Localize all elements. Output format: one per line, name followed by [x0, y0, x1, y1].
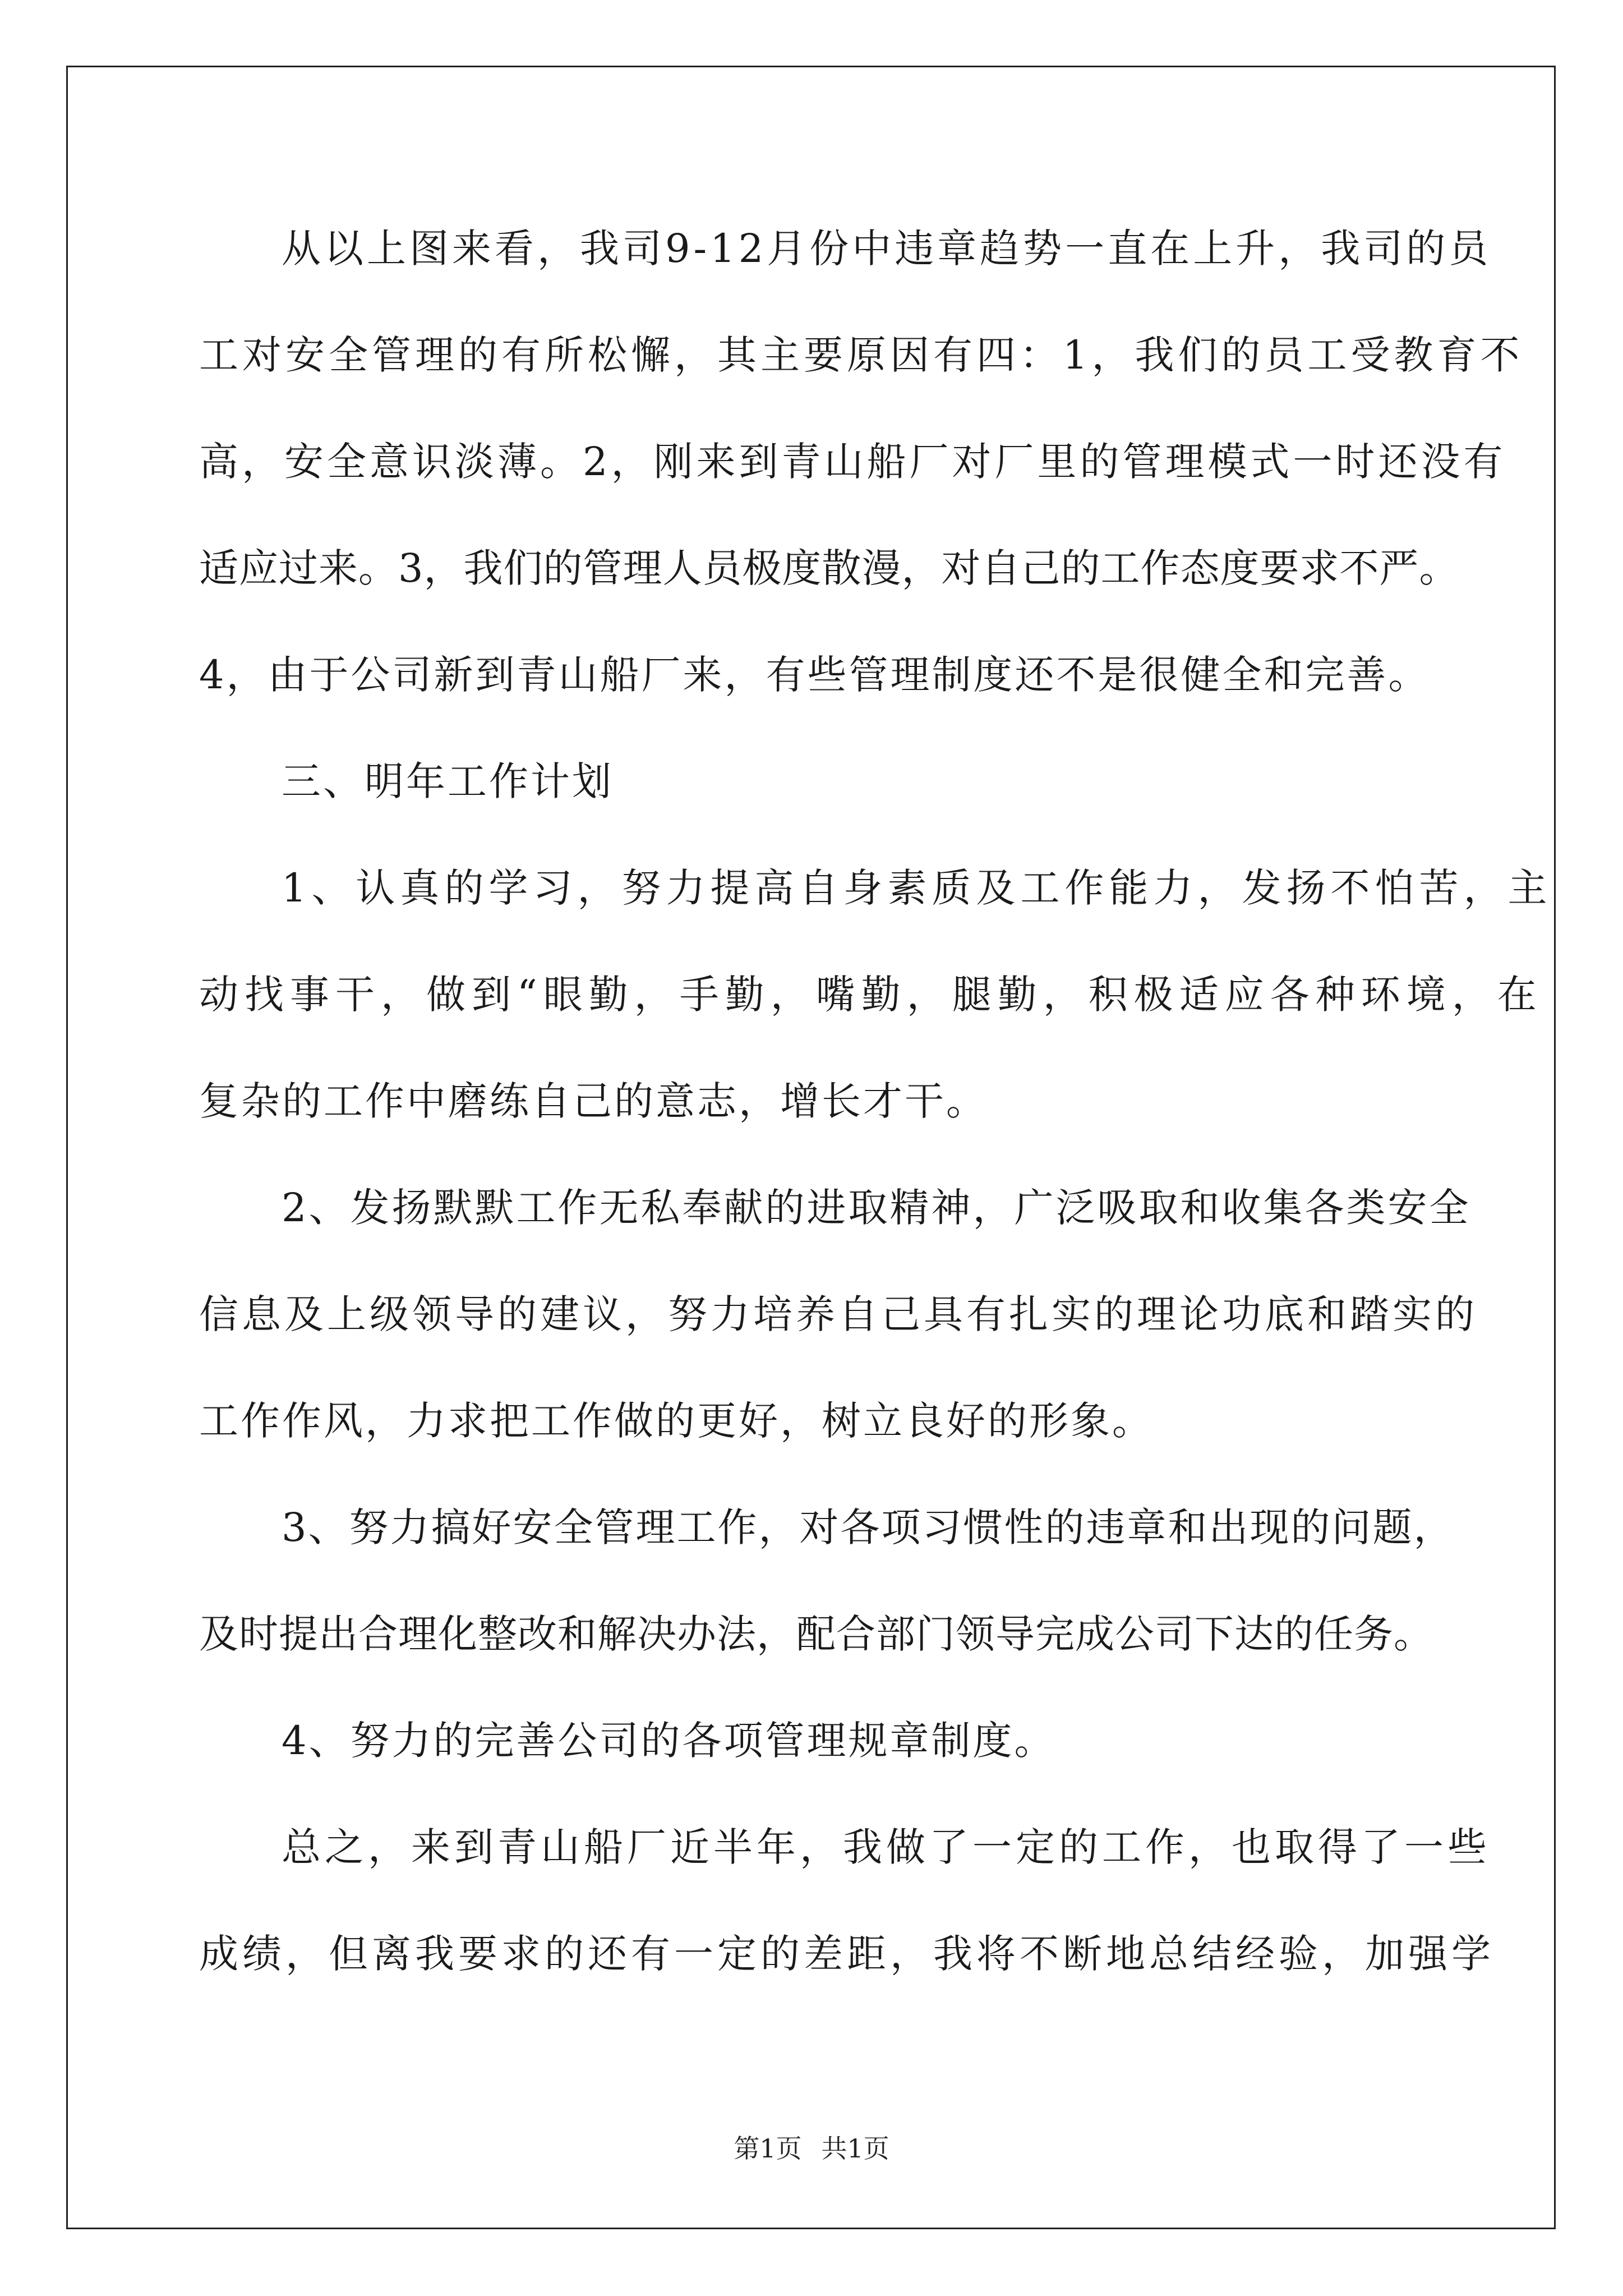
text-line: 1、认真的学习，努力提高自身素质及工作能力，发扬不怕苦，主 [282, 865, 1552, 911]
text-line: 2、发扬默默工作无私奉献的进取精神，广泛吸取和收集各类安全 [282, 1185, 1471, 1231]
text-line: 4、努力的完善公司的各项管理规章制度。 [282, 1718, 1056, 1764]
text-line: 及时提出合理化整改和解决办法，配合部门领导完成公司下达的任务。 [199, 1611, 1433, 1657]
text-line: 3、努力搞好安全管理工作，对各项习惯性的违章和出现的问题， [282, 1504, 1455, 1550]
page-footer [0, 2132, 1623, 2165]
text-line: 适应过来。3，我们的管理人员极度散漫，对自己的工作态度要求不严。 [199, 545, 1459, 591]
text-line: 动找事干，做到“眼勤，手勤，嘴勤，腿勤，积极适应各种环境，在 [199, 972, 1543, 1018]
text-line: 从以上图来看，我司9-12月份中违章趋势一直在上升，我司的员 [282, 226, 1492, 272]
page-number: 第1页 [734, 2133, 802, 2164]
text-line: 复杂的工作中磨练自己的意志，增长才干。 [199, 1078, 988, 1124]
text-line: 成绩，但离我要求的还有一定的差距，我将不断地总结经验，加强学 [199, 1931, 1495, 1977]
page-border [66, 66, 1556, 2229]
text-line: 总之，来到青山船厂近半年，我做了一定的工作，也取得了一些 [282, 1824, 1491, 1870]
text-line: 工对安全管理的有所松懈，其主要原因有四：1，我们的员工受教育不 [199, 332, 1524, 378]
text-line: 4，由于公司新到青山船厂来，有些管理制度还不是很健全和完善。 [199, 652, 1430, 698]
text-line: 工作作风，力求把工作做的更好，树立良好的形象。 [199, 1398, 1154, 1444]
section-heading: 三、明年工作计划 [282, 758, 614, 804]
page-total: 共1页 [821, 2133, 889, 2164]
text-line: 信息及上级领导的建议，努力培养自己具有扎实的理论功底和踏实的 [199, 1291, 1478, 1337]
text-line: 高，安全意识淡薄。2，刚来到青山船厂对厂里的管理模式一时还没有 [199, 439, 1506, 485]
